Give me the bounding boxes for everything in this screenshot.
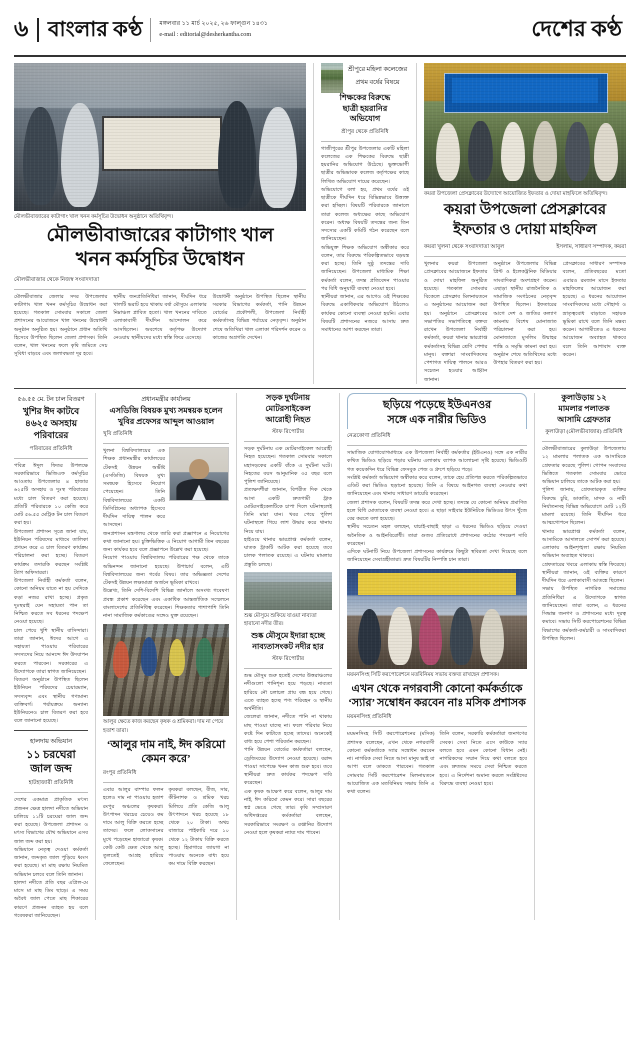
uno-story [347, 393, 527, 920]
photo-grain [244, 572, 332, 610]
accident-story [244, 393, 332, 920]
kulaura-byline: কুলাউড়া (মৌলভীবাজার) প্রতিনিধি [545, 429, 623, 436]
lead-photo [14, 63, 306, 211]
divider [542, 441, 626, 442]
page-folio-number: ৬ [14, 15, 29, 41]
top-band [14, 63, 626, 384]
divider [14, 289, 306, 290]
koyra-headline-line1[interactable]: কয়রা উপজেলা প্রেসক্লাবের [443, 202, 607, 219]
masthead [14, 0, 626, 50]
divider [347, 726, 527, 727]
masthead-meta [159, 19, 268, 40]
uno-paragraph: এদিকে ঘটনাটি নিয়ে উপজেলা প্রশাসনের কার্যক্রমে কিছুটা স্থবিরতা দেখা দিয়েছে বলে জানিয়েছেন সেবাগ্রহীতারা। দ্রুত বিষয়টির নিষ্পত্তি চান তারা। [347, 549, 527, 564]
mayor-headline-line2[interactable]: ‘স্যার’ সম্বোধন করবেন নাঃ মসিক প্রশাসক [348, 696, 526, 709]
kulaura-paragraph: মৌলভীবাজারের কুলাউড়া উপজেলায় ১২ মামলার পলাতক এক আসামিকে গ্রেফতার করেছে পুলিশ। গোপন সংবাদের ভিত্তিতে গতকাল সোমবার ভোরে অভিযান চালিয়ে তাকে আটক করা হয়। [542, 446, 626, 486]
uno-paragraph: সামাজিক যোগাযোগমাধ্যমে এক উপজেলা নির্বাহী কর্মকর্তার (ইউএনও) সঙ্গে এক নারীর কথিত ভিডিও ছড়িয়ে পড়ার ঘটনায় এলাকায় ব্যাপক আলোচনা সৃষ্টি হয়েছে। ভিডিওটি গত কয়েকদিন ধরে বিভিন্ন ফেসবুক পেজ ও গ্রুপে ছড়িয়ে পড়ে। [347, 450, 527, 473]
divider [14, 792, 88, 793]
sdg-kicker: প্রধানমন্ত্রীর কার্যালয় [141, 396, 191, 404]
mayor-paragraph: তিনি বলেন, সরকারি কর্মকর্তারা জনগণের সেবক। সেবা নিতে এসে কাউকে স্যার বলতে হবে এমন কোনো বিধান নেই। নাগরিকদের সম্মান দিয়ে কথা বলতে হবে এবং দ্রুততম সময়ে সেবা নিশ্চিত করতে হবে। এ নির্দেশনা অমান্য করলে সংশ্লিষ্টদের বিরুদ্ধে ব্যবস্থা নেওয়া হবে। [439, 731, 527, 787]
eid-headline-line2[interactable]: ৪৬২৫ অসহায় [24, 417, 77, 428]
editorial-email: e-mail : editorial@desherkantha.com [159, 31, 252, 38]
accident-headline-line3[interactable]: আরোহী নিহত [265, 414, 311, 424]
sdg-paragraph: উল্লেখ্য, তিনি দেশি-বিদেশি বিভিন্ন জার্নালে অসংখ্য গবেষণা প্রবন্ধ প্রকাশ করেছেন এবং একাধিক আন্তর্জাতিক সম্মেলনে বাংলাদেশের প্রতিনিধিত্ব করেছেন। শিক্ষকতার পাশাপাশি তিনি নানা সামাজিক কর্মকাণ্ডের সঙ্গেও যুক্ত রয়েছেন। [103, 588, 229, 620]
halda-paragraph: অভিযানে নেতৃত্ব দেওয়া কর্মকর্তা জানান, জব্দকৃত জাল পুড়িয়ে ধ্বংস করা হয়েছে। মা মাছ রক্ষায় নিয়মিত অভিযান চলবে বলে তিনি জানান। [14, 846, 88, 878]
column-separator [339, 393, 340, 920]
masthead-divider [37, 18, 39, 42]
potato-byline: রংপুর প্রতিনিধি [103, 770, 137, 777]
accident-headline-line1[interactable]: সড়ক দুর্ঘটনায় [266, 393, 310, 403]
potato-headline-line2[interactable]: কেমন করে’ [141, 752, 191, 765]
river-paragraph: জেলেরা জানান, নদীতে পানি না থাকায় মাছ পাওয়া যাচ্ছে না। ফলে পরিবার নিয়ে কষ্টে দিন কাটাতে হচ্ছে তাদের। অনেকেই বাধ্য হয়ে পেশা পরিবর্তন করছেন। [244, 714, 332, 746]
column-separator [416, 63, 417, 384]
river-paragraph: পানি উন্নয়ন বোর্ডের কর্মকর্তারা বলছেন, ড্রেজিংয়ের উদ্যোগ নেওয়া হয়েছে। বরাদ্দ পাওয়া সাপেক্ষে খনন কাজ শুরু হবে। তবে স্থানীয়রা দ্রুত কার্যকর পদক্ষেপ দাবি করেছেন। [244, 747, 332, 787]
lead-headline-line1[interactable]: মৌলভীবাজারের কাটাগাং খাল [46, 225, 274, 247]
mid-top-paragraph: গাজীপুরের শ্রীপুর উপজেলার একটি মহিলা কলেজের এক শিক্ষকের বিরুদ্ধে ছাত্রী হয়রানির অভিযোগ উঠেছে। ভুক্তভোগী ছাত্রীর অভিভাবক কলেজ কর্তৃপক্ষের কাছে লিখিত অভিযোগ দায়ের করেছেন। [321, 145, 409, 185]
divider [244, 668, 332, 669]
photo-grain [14, 63, 306, 211]
potato-headline-line1[interactable]: ‘আলুর দাম নাই, ঈদ করিমো [106, 738, 226, 751]
river-paragraph: শুষ্ক মৌসুম শুরু হতেই দেশের উত্তরাঞ্চলের নদীগুলো পানিশূন্য হয়ে পড়ছে। নাব্যতা হারিয়ে নৌ চলাচল প্রায় বন্ধ হয়ে গেছে। এতে ব্যাহত হচ্ছে পণ্য পরিবহন ও স্থানীয় অর্থনীতি। [244, 673, 332, 713]
mid-top-kicker-line1: শ্রীপুরে মহিলা কলেজের [347, 66, 408, 73]
accident-paragraph: প্রত্যক্ষদর্শীরা জানান, বিপরীত দিক থেকে আসা একটি দ্রুতগামী ট্রাক মোটরসাইকেলটিকে চাপা দিলে ঘটনাস্থলেই তিনি মারা যান। খবর পেয়ে পুলিশ ঘটনাস্থলে গিয়ে লাশ উদ্ধার করে থানায় নিয়ে যায়। [244, 487, 332, 535]
mid-top-thumb [321, 63, 343, 93]
eid-paragraph: পবিত্র ঈদুল ফিতর উপলক্ষে সরকারিভাবে ভিজিএফ কর্মসূচির আওতায় উপজেলার ৪ হাজার ৬২৫টি অসহায় ও দুঃস্থ পরিবারের মধ্যে চাল বিতরণ করা হয়েছে। প্রতিটি পরিবারকে ১০ কেজি করে মোট ৫৬.৫৫ মেট্রিক টন চাল বিতরণ করা হয়। [14, 462, 88, 527]
uno-byline: নেত্রকোণা প্রতিনিধি [347, 433, 391, 440]
band-separator [14, 388, 626, 390]
sdg-paragraph: খুলনা বিশ্ববিদ্যালয়ের এক শিক্ষক প্রধানমন্ত্রীর কার্যালয়ের টেকসই উন্নয়ন অভীষ্ট (এসডিজি) বিষয়ক মুখ্য সমন্বয়ক হিসেবে নিয়োগ পেয়েছেন। তিনি বিশ্ববিদ্যালয়ের একটি ডিসিপ্লিনের অধ্যাপক হিসেবে দীর্ঘদিন দায়িত্ব পালন করে আসছেন। [103, 448, 165, 529]
lead-paragraph: মৌলভীবাজার জেলার সদর উপজেলার কাটাগাং খাল খনন কর্মসূচির উদ্বোধন করা হয়েছে। গতকাল সোমবার সকালে জেলা প্রশাসনের আয়োজনে খাল খননের উদ্বোধনী অনুষ্ঠান অনুষ্ঠিত হয়। অনুষ্ঠানে প্রধান অতিথি হিসেবে উপস্থিত ছিলেন জেলা প্রশাসক। তিনি বলেন, খাল খননের ফলে কৃষি জমিতে সেচ সুবিধা বাড়বে এবং জলাবদ্ধতা দূর হবে। [14, 293, 108, 358]
mayor-paragraph: ময়মনসিংহ সিটি করপোরেশনের (মসিক) প্রশাসক বলেছেন, এখন থেকে নগরবাসী কোনো কর্মকর্তাকে স্যার সম্বোধন করবেন না। নাগরিক সেবা নিতে আসা মানুষ ভাই বা আপা বলে ডাকতে পারবেন। গতকাল সোমবার সিটি করপোরেশন মিলনায়তনে আয়োজিত এক মতবিনিময় সভায় তিনি এ কথা বলেন। [347, 731, 435, 795]
sdg-byline: খুবি প্রতিনিধি [103, 431, 133, 438]
koyra-byline-left: কয়রা খুলনা থেকে সংবাদদাতা আবুল [424, 244, 505, 251]
mid-top-paragraph: অভিযুক্ত শিক্ষক অভিযোগ অস্বীকার করে বলেন, তার বিরুদ্ধে পরিকল্পিতভাবে ষড়যন্ত্র করা হচ্ছে। তিনি সুষ্ঠু তদন্তের দাবি জানিয়েছেন। উপজেলা মাধ্যমিক শিক্ষা কর্মকর্তা বলেন, তদন্ত প্রতিবেদন পাওয়ার পর বিধি অনুযায়ী ব্যবস্থা নেওয়া হবে। [321, 244, 409, 292]
river-headline-line1[interactable]: শুষ্ক মৌসুমে ইদারা হচ্ছে [251, 631, 325, 641]
eid-paragraph: চাল পেয়ে খুশি স্থানীয় বাসিন্দারা। তারা জানান, ঈদের আগে এ সহায়তা পাওয়ায় পরিবারের সদস্যদের নিয়ে আনন্দে ঈদ উদযাপন করতে পারবেন। সরকারের এ উদ্যোগকে তারা স্বাগত জানিয়েছেন। [14, 627, 88, 675]
accident-byline: স্টাফ রিপোর্টার [271, 429, 305, 436]
sdg-portrait-photo [169, 447, 229, 501]
divider [321, 141, 409, 142]
mid-top-headline-line1[interactable]: শিক্ষকের বিরুদ্ধে [339, 93, 391, 102]
kulaura-paragraph: গ্রেফতারের খবরে এলাকায় স্বস্তি ফিরেছে। স্থানীয়রা জানান, ওই ব্যক্তির কারণে দীর্ঘদিন ধরে এলাকাবাসী আতঙ্কে ছিলেন। [542, 561, 626, 585]
lead-photo-caption: মৌলভীবাজারের কাটাগাং খাল খনন কর্মসূচির উদ্বোধন অনুষ্ঠানে অতিথিবৃন্দ। [14, 214, 174, 220]
potato-paragraph: এক কৃষক আক্ষেপ করে বলেন, আলুর দাম নাই, ঈদ করিমো কেমন করে। সারা বছরের স্বপ্ন ভেঙে গেছে তার। কৃষি সম্প্রসারণ অধিদপ্তরের কর্মকর্তারা বলছেন, সরকারিভাবে সংরক্ষণ ও রপ্তানির উদ্যোগ নেওয়া হলে কৃষকরা ন্যায্য দাম পাবেন। [244, 788, 332, 836]
mid-top-byline: শ্রীপুর থেকে প্রতিনিধি [341, 128, 389, 135]
middle-band [14, 393, 626, 920]
mid-top-paragraph: অভিযোগে বলা হয়, প্রথম বর্ষের ওই ছাত্রীকে দীর্ঘদিন ধরে বিভিন্নভাবে উত্ত্যক্ত করা হচ্ছিল। বিষয়টি পরিবারকে জানালে তারা কলেজ অধ্যক্ষের কাছে অভিযোগ করেন। অধ্যক্ষ বিষয়টি তদন্তের জন্য তিন সদস্যের একটি কমিটি গঠন করেছেন বলে জানিয়েছেন। [321, 186, 409, 243]
potato-paragraph: কৃষকরা বলছেন, বীজ, সার, কীটনাশক ও শ্রমিক খরচ মিলিয়ে প্রতি কেজি আলু উৎপাদনে খরচ হয়েছে ১৮ থেকে ২০ টাকা। অথচ বাজারে পাইকারি দরে ১০ থেকে ১২ টাকায় বিক্রি করতে হচ্ছে। হিমাগারে জায়গা না পাওয়ায় অনেকে বাধ্য হয়ে কম দামে বিক্রি করছেন। [168, 787, 229, 868]
accident-headline-line2[interactable]: মোটরসাইকেল [265, 404, 311, 413]
eid-byline: পরিবারের প্রতিনিধি [29, 445, 73, 452]
mayor-body-columns [347, 730, 527, 796]
sdg-headline-line2[interactable]: খুবির প্রফেসর আব্দুল আওয়াল [117, 416, 215, 426]
column-separator [236, 393, 237, 920]
divider [14, 730, 88, 732]
portrait-head [189, 459, 209, 480]
mayor-photo [347, 569, 527, 669]
divider [424, 256, 626, 257]
eid-headline-line3[interactable]: পরিবারের [33, 429, 69, 440]
potato-paragraph: এবার আলুর বাম্পার ফলন হলেও দাম না পাওয়ায় হতাশ রংপুর অঞ্চলের কৃষকরা। উৎপাদন খরচের চেয়েও কম দামে আলু বিক্রি করতে হচ্ছে তাদের। ফলে লোকসানের মুখে পড়েছেন হাজারো কৃষক। কেউ কেউ ক্ষেত থেকে আলু তুলতেই আগ্রহ হারিয়ে ফেলেছেন। [103, 787, 164, 868]
brand-logo: দেশের কণ্ঠ [531, 15, 622, 41]
paper-name: বাংলার কণ্ঠ [47, 16, 143, 41]
uno-paragraph: স্থানীয় সচেতন মহল বলছেন, যাচাই-বাছাই ছাড়া এ ধরনের ভিডিও ছড়িয়ে দেওয়া অনৈতিক ও আইনবিরোধী। তারা গুজব প্রতিরোধে প্রশাসনের কঠোর পদক্ষেপ দাবি করেছেন। [347, 524, 527, 547]
halda-paragraph: হালদা নদীতে প্রতি বছর এপ্রিল-মে মাসে মা মাছ ডিম ছাড়ে। এ সময় অবৈধ জাল পেতে মাছ শিকারের কারণে প্রজনন ব্যাহত হয় বলে গবেষকরা জানিয়েছেন। [14, 879, 88, 919]
kulaura-headline-line2[interactable]: মামলার পলাতক [558, 404, 610, 413]
divider [347, 445, 527, 446]
koyra-paragraph: অনুষ্ঠানে উপজেলার বিভিন্ন প্রিন্ট ও ইলেকট্রনিক মিডিয়ার সাংবাদিকরা অংশগ্রহণ করেন। এছাড়া স্থানীয় রাজনৈতিক ও সামাজিক সংগঠনের নেতৃবৃন্দ উপস্থিত ছিলেন। ইফতারের আগে দেশ ও জাতির কল্যাণ কামনায় বিশেষ মোনাজাত পরিচালনা করা হয়। মোনাজাতে মুসলিম উম্মাহর শান্তি ও সমৃদ্ধি কামনা করা হয়। অনুষ্ঠান শেষে অতিথিদের মধ্যে উপহার বিতরণ করা হয়। [493, 261, 557, 367]
accident-paragraph: হাইওয়ে থানার ভারপ্রাপ্ত কর্মকর্তা বলেন, ঘাতক ট্রাকটি আটক করা হয়েছে তবে চালক পলাতক রয়েছে। এ ঘটনায় মামলার প্রস্তুতি চলছে। [244, 536, 332, 568]
photo-grain [321, 63, 343, 93]
publication-date: মঙ্গলবার ১১ মার্চ ২০২৫, ২৬ ফাল্গুন ১৪৩১ [159, 20, 268, 28]
sdg-story [103, 393, 229, 920]
eid-story [14, 393, 88, 920]
divider [14, 458, 88, 459]
sdg-paragraph: জনপ্রশাসন মন্ত্রণালয় থেকে জারি করা প্রজ্ঞাপনে এ নিয়োগের কথা জানানো হয়। চুক্তিভিত্তিক এ নিয়োগ আগামী তিন বছরের জন্য কার্যকর হবে বলে প্রজ্ঞাপনে উল্লেখ করা হয়েছে। [103, 530, 229, 554]
kulaura-paragraph: থানার ভারপ্রাপ্ত কর্মকর্তা বলেন, আসামিকে আদালতে সোপর্দ করা হয়েছে। এলাকায় আইনশৃঙ্খলা রক্ষায় নিয়মিত অভিযান অব্যাহত থাকবে। [542, 528, 626, 560]
river-byline: স্টাফ রিপোর্টার [271, 656, 305, 663]
uno-paragraph: জেলা প্রশাসক বলেন, বিষয়টি তদন্ত করে দেখা হচ্ছে। তদন্তে যে কোনো অনিয়ম প্রমাণিত হলে বিধি মোতাবেক ব্যবস্থা নেওয়া হবে। এ ছাড়া সাইবার ইউনিটকে ভিডিওর উৎস খুঁজে বের করতে বলা হয়েছে। [347, 499, 527, 523]
divider [244, 441, 332, 442]
masthead-rule [14, 55, 626, 57]
lead-body-columns [14, 293, 306, 359]
mayor-paragraph: সভায় উপস্থিত নাগরিক সমাজের প্রতিনিধিরা এ উদ্যোগকে স্বাগত জানিয়েছেন। তারা বলেন, এ ধরনের সিদ্ধান্ত জনগণ ও প্রশাসনের মধ্যে দূরত্ব কমাবে। সভায় সিটি করপোরেশনের বিভিন্ন বিভাগের কর্মকর্তা-কর্মচারী ও সাংবাদিকরা উপস্থিত ছিলেন। [542, 586, 626, 642]
potato-photo-caption: আলুর ক্ষেতে কাজ করছেন কৃষক ও শ্রমিকরা। দাম না পেয়ে হতাশ তারা। [103, 719, 224, 734]
lead-paragraph: উদ্বোধনী অনুষ্ঠানে উপস্থিত ছিলেন স্থানীয় সরকার বিভাগের কর্মকর্তা, পানি উন্নয়ন বোর্ডের প্রকৌশলী, উপজেলা নির্বাহী কর্মকর্তাসহ বিভিন্ন পর্যায়ের নেতৃবৃন্দ। অনুষ্ঠান শেষে অতিথিরা খাল এলাকা পরিদর্শন করেন ও কাজের অগ্রগতি দেখেন। [212, 293, 306, 341]
uno-headline-line2[interactable]: সঙ্গে এক নারীর ভিডিও [387, 413, 487, 426]
halda-headline-line1[interactable]: ১১ চরঘেরা [26, 748, 76, 761]
koyra-byline-right: ইসলাম, সাধারণ সম্পাদক, কয়রা [556, 244, 626, 251]
potato-photo [103, 624, 229, 716]
mayor-photo-caption: ময়মনসিংহ সিটি করপোরেশনে মতবিনিময় সভায় বক্তব্য রাখছেন প্রশাসক। [347, 671, 499, 678]
eid-headline-line1[interactable]: খুশির ঈদ কাটবে [22, 406, 80, 417]
lead-story [14, 63, 306, 384]
halda-byline: হাটহাজারী প্রতিনিধি [28, 780, 74, 787]
lead-byline: মৌলভীবাজার থেকে নিজস্ব সংবাদদাতা [14, 276, 100, 283]
mid-top-paragraph: স্থানীয়রা জানান, এর আগেও ওই শিক্ষকের বিরুদ্ধে একাধিকবার অভিযোগ উঠলেও কার্যকর কোনো ব্যবস্থা নেওয়া হয়নি। এবার বিষয়টি প্রশাসনের নজরে আসায় দ্রুত সমাধানের আশা করছেন তারা। [321, 294, 409, 334]
sdg-paragraph: নিয়োগ পাওয়ায় বিশ্ববিদ্যালয় পরিবারের পক্ষ থেকে তাকে অভিনন্দন জানানো হয়েছে। উপাচার্য বলেন, এটি বিশ্ববিদ্যালয়ের জন্য গর্বের বিষয়। তার অভিজ্ঞতা দেশের টেকসই উন্নয়ন লক্ষ্যমাত্রা অর্জনে ভূমিকা রাখবে। [103, 555, 229, 587]
kulaura-story [542, 393, 626, 920]
photo-grain [347, 569, 527, 669]
photo-grain [424, 63, 626, 188]
halda-headline-line2[interactable]: জাল জব্দ [30, 763, 72, 776]
koyra-body-columns [424, 260, 626, 384]
uno-headline-line1[interactable]: ছড়িয়ে পড়েছে ইউএনওর [382, 399, 492, 412]
mid-top-headline-line2[interactable]: ছাত্রী হয়রানির [342, 103, 388, 113]
divider [103, 782, 229, 783]
mid-top-story [321, 63, 409, 384]
eid-paragraph: বিতরণ অনুষ্ঠানে উপস্থিত ছিলেন ইউনিয়ন পরিষদের চেয়ারম্যান, সদস্যবৃন্দ এবং স্থানীয় গণ্যমান্য ব্যক্তিবর্গ। পর্যায়ক্রমে অন্যান্য ইউনিয়নেও চাল বিতরণ করা হবে বলে জানানো হয়েছে। [14, 677, 88, 725]
mid-top-headline-line3[interactable]: অভিযোগ [349, 114, 381, 124]
masthead-divider-2 [150, 18, 151, 42]
sdg-headline-line1[interactable]: এসডিজি বিষয়ক মুখ্য সমন্বয়ক হলেন [109, 406, 223, 416]
mayor-headline-line1[interactable]: এখন থেকে নগরবাসী কোনো কর্মকর্তাকে [351, 682, 523, 695]
river-photo-caption: শুষ্ক মৌসুমে শুকিয়ে যাওয়া নাব্যতা হারানো নদীর তীর। [244, 612, 317, 627]
column-separator [95, 393, 96, 920]
photo-grain [103, 624, 229, 716]
uno-paragraph: সংশ্লিষ্ট কর্মকর্তা অভিযোগ অস্বীকার করে বলেন, তাকে হেয় প্রতিপন্ন করতে পরিকল্পিতভাবে এডিট করা ভিডিও ছড়ানো হয়েছে। তিনি এ বিষয়ে আইনগত ব্যবস্থা নেওয়ার কথা জানিয়েছেন এবং থানায় সাধারণ ডায়েরি করেছেন। [347, 474, 527, 498]
halda-kicker: হালদায় অভিযান [29, 738, 73, 746]
river-photo [244, 572, 332, 610]
eid-kicker: ৫৬.৫৫ মে. টন চাল বিতরণ [17, 396, 85, 404]
lead-headline-line2[interactable]: খনন কর্মসূচির উদ্বোধন [75, 249, 245, 271]
river-headline-line2[interactable]: নাব্যতাসংকট নদীর হার [252, 641, 324, 651]
eid-paragraph: উপজেলা নির্বাহী কর্মকর্তা বলেন, কোনো অনিয়ম যাতে না হয় সেদিকে কড়া নজর রাখা হচ্ছে। প্রকৃত দুঃস্থরাই যেন সহায়তা পান তা নিশ্চিত করতে সব ধরনের পদক্ষেপ নেওয়া হয়েছে। [14, 578, 88, 626]
mid-top-kicker-line2: প্রথম বর্ষের বিষয়ে [355, 78, 400, 86]
koyra-story [424, 63, 626, 384]
column-separator [534, 393, 535, 920]
potato-body-columns [103, 786, 229, 869]
column-separator [313, 63, 314, 384]
koyra-photo-caption: কয়রা উপজেলা প্রেসক্লাবের উদ্যোগে আয়োজিত ইফতার ও দোয়া মাহফিলে অতিথিবৃন্দ। [424, 191, 608, 197]
accident-paragraph: সড়ক দুর্ঘটনায় এক মোটরসাইকেল আরোহী নিহত হয়েছেন। গতকাল সোমবার সকালে মহাসড়কের একটি বাঁকে এ দুর্ঘটনা ঘটে। নিহতের বয়স আনুমানিক ৩৫ বছর বলে পুলিশ জানিয়েছে। [244, 446, 332, 486]
divider [103, 443, 229, 444]
kulaura-headline-line1[interactable]: কুলাউড়ায় ১২ [561, 393, 607, 403]
kulaura-paragraph: পুলিশ জানায়, গ্রেফতারকৃত ব্যক্তির বিরুদ্ধে চুরি, ডাকাতি, মাদক ও নারী নির্যাতনসহ বিভিন্ন অভিযোগে মোট ১২টি মামলা রয়েছে। তিনি দীর্ঘদিন ধরে আত্মগোপনে ছিলেন। [542, 487, 626, 527]
koyra-headline-line2[interactable]: ইফতার ও দোয়া মাহফিল [453, 221, 597, 238]
mayor-byline: ময়মনসিংহ প্রতিনিধি [347, 714, 392, 721]
koyra-photo [424, 63, 626, 188]
kulaura-headline-line3[interactable]: আসামি গ্রেফতার [557, 414, 611, 424]
eid-paragraph: উপজেলা প্রশাসন সূত্রে জানা যায়, ইউনিয়ন পরিষদের মাধ্যমে তালিকা প্রণয়ন করে এ চাল বিতরণ কার্যক্রম পরিচালনা করা হচ্ছে। বিতরণ কার্যক্রম তদারকি করছেন সংশ্লিষ্ট ট্যাগ অফিসাররা। [14, 528, 88, 576]
lead-paragraph: স্থানীয় জনপ্রতিনিধিরা জানান, দীর্ঘদিন ধরে খালটি ভরাট হয়ে থাকায় বর্ষা মৌসুমে এলাকার নিম্নাঞ্চল প্লাবিত হতো। খাল খননের দাবিতে এলাকাবাসী দীর্ঘদিন আন্দোলন করে আসছিলেন। অবশেষে কর্তৃপক্ষ উদ্যোগ নেওয়ায় স্থানীয়দের মধ্যে স্বস্তি ফিরে এসেছে। [113, 293, 207, 341]
koyra-paragraph: খুলনার কয়রা উপজেলা প্রেসক্লাবের আয়োজনে ইফতার ও দোয়া মাহফিল অনুষ্ঠিত হয়েছে। গতকাল সোমবার বিকেলে প্রেসক্লাব মিলনায়তনে এ অনুষ্ঠানের আয়োজন করা হয়। অনুষ্ঠানে প্রেসক্লাবের সভাপতির সভাপতিত্বে বক্তব্য রাখেন উপজেলা নির্বাহী কর্মকর্তা, কয়রা থানার ভারপ্রাপ্ত কর্মকর্তাসহ বিভিন্ন শ্রেণি পেশার মানুষ। বক্তারা সাংবাদিকদের পেশাগত দায়িত্ব পালনে আরও সচেতন হওয়ার আহ্বান জানান। [424, 261, 488, 383]
koyra-paragraph: প্রেসক্লাবের সাধারণ সম্পাদক বলেন, প্রতিবছরের মতো এবারও রমজান মাসে ইফতার মাহফিলের আয়োজন করা হয়েছে। এ ধরনের আয়োজন সাংবাদিকদের মধ্যে সৌহার্দ্য ও ভ্রাতৃত্ববোধ বাড়াতে সহায়ক ভূমিকা রাখে বলে তিনি মন্তব্য করেন। আগামীতেও এ ধরনের আয়োজন অব্যাহত থাকবে বলে তিনি আশাবাদ ব্যক্ত করেন। [562, 261, 626, 358]
halda-paragraph: দেশের একমাত্র প্রাকৃতিক মৎস্য প্রজনন ক্ষেত্র হালদা নদীতে অভিযান চালিয়ে ১১টি চরঘেরা জাল জব্দ করা হয়েছে। উপজেলা প্রশাসন ও মৎস্য বিভাগের যৌথ অভিযানে এসব জাল জব্দ করা হয়। [14, 797, 88, 845]
